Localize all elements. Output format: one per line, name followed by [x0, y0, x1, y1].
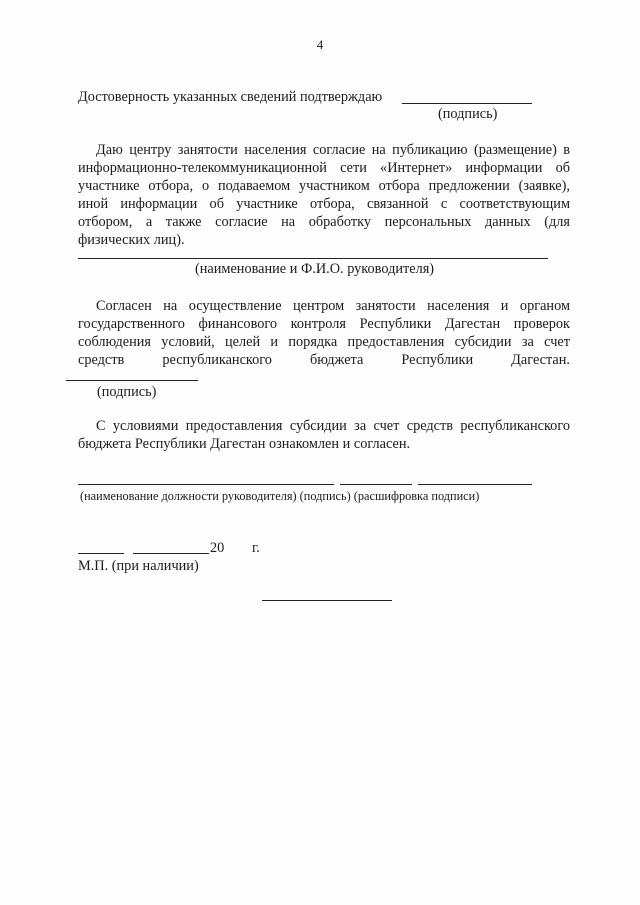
inspection-signature-line	[66, 380, 198, 381]
stamp-caption: М.П. (при наличии)	[78, 558, 199, 574]
conditions-line-1: С условиями предоставления субсидии за счет средств республиканского	[96, 418, 570, 434]
position-line	[78, 484, 334, 485]
consent-inspection-line-3: соблюдения условий, целей и порядка предоставления субсидии за счет	[78, 334, 570, 350]
head-name-caption: (наименование и Ф.И.О. руководителя)	[195, 261, 435, 277]
signature-decoding-line	[418, 484, 532, 485]
date-year-prefix: 20	[210, 540, 225, 556]
consent-publication-line-4: иной информации об участнике отбора, связанной с соответствующим	[78, 196, 570, 212]
consent-inspection-line-1: Согласен на осуществление центром занятости населения и органом	[96, 298, 570, 314]
page-number: 4	[316, 37, 324, 52]
head-name-line	[78, 258, 548, 259]
consent-publication-line-5: отбором, а также согласие на обработку персональных данных (для	[78, 214, 570, 230]
closing-separator-line	[262, 600, 392, 601]
date-month-line	[133, 553, 209, 554]
confirm-text: Достоверность указанных сведений подтверждаю	[78, 89, 383, 105]
consent-publication-line-2: информационно-телекоммуникационной сети «Интернет» информации об	[78, 160, 570, 176]
date-day-line	[78, 553, 124, 554]
confirm-signature-line	[402, 103, 532, 104]
consent-publication-line-3: участнике отбора, о подаваемом участником отбора предложении (заявке),	[78, 178, 570, 194]
date-year-suffix: г.	[252, 540, 260, 556]
consent-publication-line-6: физических лиц).	[78, 232, 185, 248]
consent-inspection-line-4: средств республиканского бюджета Республики Дагестан.	[78, 352, 570, 368]
signature-block-captions: (наименование должности руководителя) (подпись) (расшифровка подписи)	[80, 489, 480, 503]
inspection-signature-caption: (подпись)	[97, 384, 157, 400]
conditions-line-2: бюджета Республики Дагестан ознакомлен и согласен.	[78, 436, 411, 452]
signature-line	[340, 484, 412, 485]
consent-publication-line-1: Даю центру занятости населения согласие на публикацию (размещение) в	[96, 142, 570, 158]
confirm-signature-caption: (подпись)	[438, 106, 498, 122]
consent-inspection-line-2: государственного финансового контроля Республики Дагестан проверок	[78, 316, 570, 332]
